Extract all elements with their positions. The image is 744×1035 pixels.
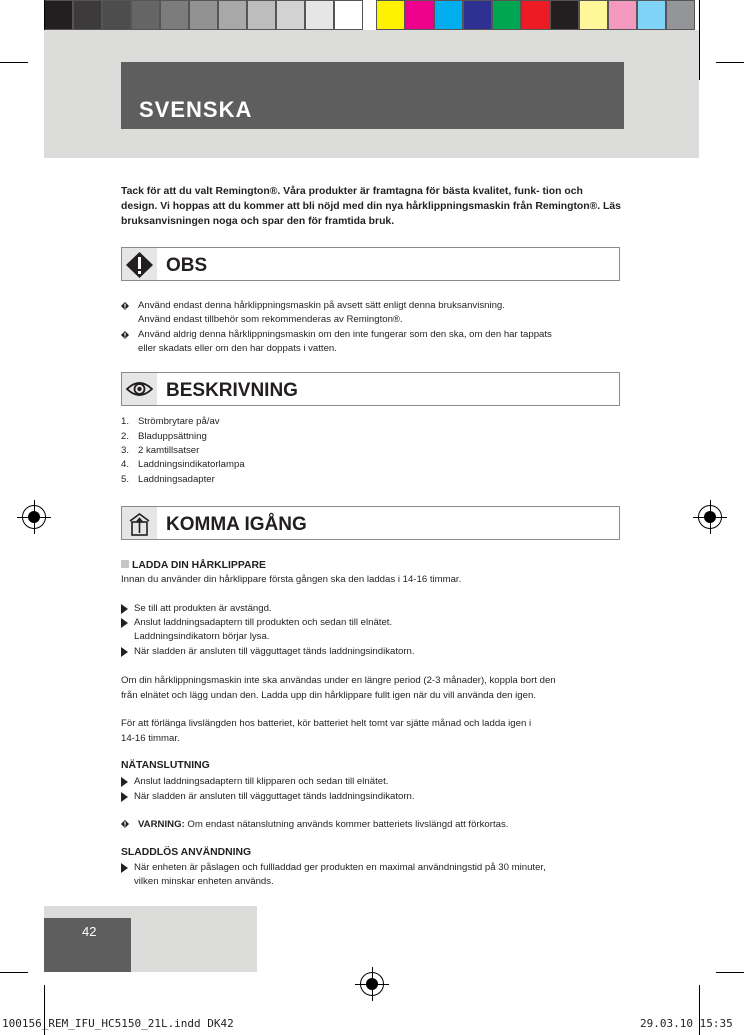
sladdlos-line: När enheten är påslagen och fullladdad ger produkten en maximal användningstid på 30 minuter, [134, 862, 546, 873]
ladda-intro: Innan du använder din hårklippare första gången ska den laddas i 14-16 timmar. [121, 574, 462, 585]
color-swatch [405, 0, 434, 30]
registration-mark-icon [360, 972, 384, 996]
section-beskrivning [121, 372, 620, 406]
part-item: Bladuppsättning [138, 431, 207, 442]
list-number: 4. [121, 459, 130, 470]
list-number: 1. [121, 416, 130, 427]
crop-mark [716, 972, 744, 973]
square-bullet-icon [121, 560, 129, 568]
section-komma-igang [121, 506, 620, 540]
step-item: Se till att produkten är avstängd. [134, 603, 272, 614]
subheading-ladda [121, 560, 266, 571]
color-swatch [666, 0, 695, 30]
crop-mark [716, 62, 744, 63]
crop-mark [699, 0, 700, 80]
warning-label: VARNING: [138, 819, 185, 830]
color-swatch [376, 0, 405, 30]
arrow-bullet-icon [121, 618, 128, 628]
color-swatch [434, 0, 463, 30]
warning-icon-cell [122, 248, 157, 280]
color-swatch [637, 0, 666, 30]
crop-mark [0, 62, 28, 63]
arrow-bullet-icon [121, 604, 128, 614]
registration-mark-icon [698, 505, 722, 529]
part-item: Strömbrytare på/av [138, 416, 220, 427]
language-title: SVENSKA [139, 97, 253, 122]
obs-item-1-line-2: Använd endast tillbehör som rekommenderas av Remington®. [138, 314, 403, 325]
arrow-bullet-icon [121, 863, 128, 873]
obs-item-2-line-2: eller skadats eller om den har doppats i vatten. [138, 343, 337, 354]
color-swatch [131, 0, 160, 30]
crop-mark [0, 972, 28, 973]
color-swatch [550, 0, 579, 30]
subheading-natanslutning: NÄTANSLUTNING [121, 760, 210, 771]
paragraph-line: Om din hårklippningsmaskin inte ska användas under en längre period (2-3 månader), koppla bort den [121, 675, 556, 686]
part-item: Laddningsindikatorlampa [138, 459, 245, 470]
subheading-sladdlos: SLADDLÖS ANVÄNDNING [121, 847, 252, 858]
list-number: 2. [121, 431, 130, 442]
step-item: Anslut laddningsadaptern till klipparen och sedan till elnätet. [134, 776, 389, 787]
intro-paragraph: Tack för att du valt Remington®. Våra produkter är framtagna för bästa kvalitet, funk- tion och design. Vi hoppas att du kommer att bli nöjd med din nya hårklippningsmaskin från Remington®. Läs bruksanvisningen noga och spar den för framtida bruk. [121, 186, 621, 227]
registration-mark-icon [22, 505, 46, 529]
paragraph-line: från elnätet och lägg undan den. Ladda upp din hårklippare fullt igen när du vill använda den igen. [121, 690, 536, 701]
arrow-bullet-icon [121, 792, 128, 802]
page-number-box [44, 918, 131, 972]
color-swatch [305, 0, 334, 30]
color-swatch [521, 0, 550, 30]
section-title: BESKRIVNING [166, 380, 298, 401]
eye-icon [122, 373, 157, 405]
eye-icon-cell [122, 373, 157, 405]
file-slug: 100156_REM_IFU_HC5150_21L.indd DK42 [2, 1017, 234, 1030]
arrow-bullet-icon [121, 777, 128, 787]
warning-icon [122, 248, 157, 280]
obs-item-1-line-1: Använd endast denna hårklippningsmaskin på avsett sätt enligt denna bruksanvisning. [138, 300, 505, 311]
part-item: Laddningsadapter [138, 474, 215, 485]
color-swatch [189, 0, 218, 30]
box-icon-cell [122, 507, 157, 539]
color-swatch [218, 0, 247, 30]
color-swatch [247, 0, 276, 30]
step-item: När sladden är ansluten till vägguttaget tänds laddningsindikatorn. [134, 791, 415, 802]
warning-bullet-icon [121, 331, 129, 339]
part-item: 2 kamtillsatser [138, 445, 200, 456]
arrow-bullet-icon [121, 647, 128, 657]
color-swatch [276, 0, 305, 30]
section-title: OBS [166, 255, 208, 276]
list-number: 5. [121, 474, 130, 485]
color-swatch [334, 0, 363, 30]
unpack-box-icon [122, 507, 157, 539]
date-slug: 29.03.10 15:35 [640, 1017, 733, 1030]
color-swatch [160, 0, 189, 30]
color-swatch [44, 0, 73, 30]
color-swatch [608, 0, 637, 30]
sladdlos-line: vilken minskar enheten används. [134, 876, 274, 887]
warning-bullet-icon [121, 302, 129, 310]
step-item: När sladden är ansluten till vägguttaget tänds laddningsindikatorn. [134, 646, 415, 657]
list-number: 3. [121, 445, 130, 456]
paragraph-line: För att förlänga livslängden hos batteriet, kör batteriet helt tomt var sjätte månad och ladda igen i [121, 718, 532, 729]
section-obs [121, 247, 620, 281]
step-item-continuation: Laddningsindikatorn börjar lysa. [134, 631, 270, 642]
color-swatch [73, 0, 102, 30]
step-item: Anslut laddningsadaptern till produkten och sedan till elnätet. [134, 617, 393, 628]
warning-line [138, 818, 508, 832]
color-swatch [579, 0, 608, 30]
warning-text: Om endast nätanslutning används kommer batteriets livslängd att förkortas. [184, 819, 509, 830]
obs-item-2-line-1: Använd aldrig denna hårklippningsmaskin om den inte fungerar som den ska, om den har tappats [138, 329, 552, 340]
section-title: KOMMA IGÅNG [166, 514, 307, 535]
color-swatch [463, 0, 492, 30]
color-swatch [102, 0, 131, 30]
subheading-text: LADDA DIN HÅRKLIPPARE [132, 560, 266, 571]
color-swatch [492, 0, 521, 30]
paragraph-line: 14-16 timmar. [121, 733, 180, 744]
language-title-bar [121, 62, 624, 129]
warning-bullet-icon [121, 820, 129, 828]
page-number: 42 [82, 924, 97, 939]
